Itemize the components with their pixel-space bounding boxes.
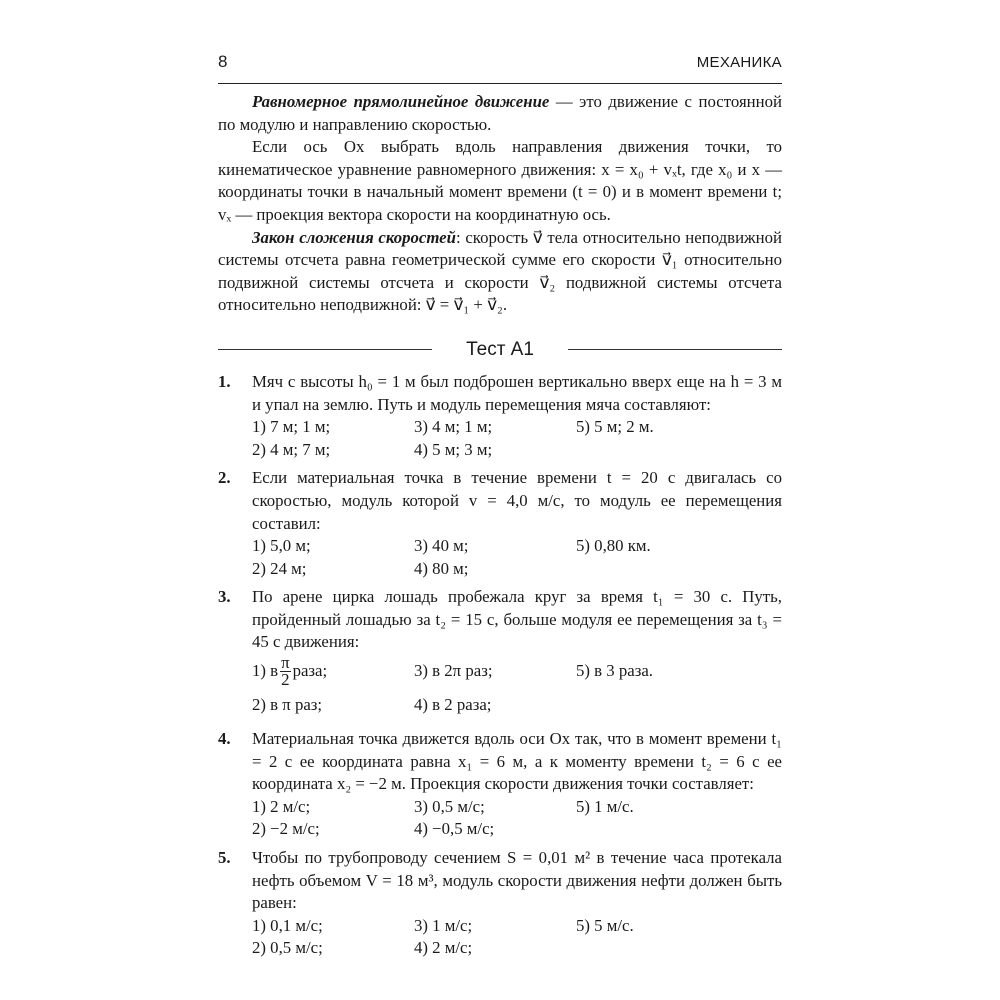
page-number: 8 bbox=[218, 52, 228, 71]
page-header bbox=[218, 52, 782, 84]
answer-option: 4) 5 м; 3 м; bbox=[414, 439, 493, 459]
answer-option bbox=[576, 688, 782, 722]
question-number: 2. bbox=[218, 468, 231, 488]
answer-option bbox=[576, 558, 782, 581]
heading-rule-right bbox=[568, 349, 782, 350]
question-text: Материальная точка движется вдоль оси Ox так, что в момент времени t₁ = 2 с ее координата равна x₁ = 6 м, а к моменту времени t₂ = 6 с ее координата x₂ = −2 м. Проекция скорости движения точки составляет: bbox=[252, 729, 782, 794]
question-number: 5. bbox=[218, 848, 231, 868]
answer-option: 3) 40 м; bbox=[414, 536, 469, 556]
answer-options bbox=[252, 535, 782, 580]
intro-text bbox=[218, 91, 782, 317]
answer-option: 1) 0,1 м/с; bbox=[252, 915, 323, 935]
answer-option: 4) в 2 раза; bbox=[414, 694, 492, 714]
question-4 bbox=[218, 728, 782, 841]
answer-option: 3) 1 м/с; bbox=[414, 915, 473, 935]
fraction-denominator: 2 bbox=[281, 669, 290, 689]
answer-option: 3) 0,5 м/с; bbox=[414, 796, 485, 816]
heading-rule-left bbox=[218, 349, 432, 350]
answer-option: 5) 5 м; 2 м. bbox=[576, 417, 654, 437]
question-number: 4. bbox=[218, 729, 231, 749]
answer-option: 2) 24 м; bbox=[252, 558, 307, 578]
answer-option: 4) −0,5 м/с; bbox=[414, 819, 495, 839]
paragraph-velocity-addition bbox=[218, 227, 782, 317]
question-number: 3. bbox=[218, 587, 231, 607]
paragraph-uniform-motion bbox=[218, 91, 782, 136]
fraction-pi-over-2 bbox=[280, 652, 290, 689]
question-1 bbox=[218, 371, 782, 461]
answer-option: 5) 1 м/с. bbox=[576, 796, 634, 816]
question-text: По арене цирка лошадь пробежала круг за время t₁ = 30 с. Путь, пройденный лошадью за t₂ = 15 с, больше модуля ее перемещения за t₃ = 45 с движения: bbox=[252, 587, 782, 652]
answer-options bbox=[252, 654, 782, 722]
question-3 bbox=[218, 586, 782, 722]
answer-option: 1) 5,0 м; bbox=[252, 536, 311, 556]
answer-option: 2) в π раз; bbox=[252, 694, 323, 714]
paragraph-kinematic-equation: Если ось Ox выбрать вдоль направления движения точки, то кинематическое уравнение равномерного движения: x = x₀ + vₓt, где x₀ и x — координаты точки в начальный момент времени (t = 0) и в момент времени t; vₓ — проекция вектора скорости на координатную ось. bbox=[218, 137, 782, 224]
answer-option bbox=[576, 439, 782, 462]
question-number: 1. bbox=[218, 371, 231, 391]
question-2 bbox=[218, 467, 782, 580]
answer-option: 2) 0,5 м/с; bbox=[252, 938, 323, 958]
question-text: Чтобы по трубопроводу сечением S = 0,01 м² в течение часа протекала нефть объемом V = 18 м³, модуль скорости движения нефти должен быть равен: bbox=[252, 848, 782, 913]
question-text: Если материальная точка в течение времени t = 20 с двигалась со скоростью, модуль которой v = 4,0 м/с, то модуль ее перемещения составил: bbox=[252, 468, 782, 533]
answer-option: 3) в 2π раз; bbox=[414, 660, 493, 680]
term-uniform-motion: Равномерное прямолинейное движение bbox=[252, 92, 550, 111]
answer-options bbox=[252, 796, 782, 841]
answer-option: 5) 0,80 км. bbox=[576, 536, 651, 556]
answer-option: 2) −2 м/с; bbox=[252, 819, 320, 839]
answer-option: 1) 7 м; 1 м; bbox=[252, 417, 331, 437]
answer-option: 4) 2 м/с; bbox=[414, 938, 473, 958]
fraction-numerator: π bbox=[281, 652, 290, 672]
test-heading bbox=[218, 339, 782, 361]
answer-option: 3) 4 м; 1 м; bbox=[414, 417, 493, 437]
answer-option: 5) 5 м/с. bbox=[576, 915, 634, 935]
term-velocity-addition: Закон сложения скоростей bbox=[252, 227, 456, 247]
book-page bbox=[218, 52, 782, 966]
answer-options bbox=[252, 416, 782, 461]
definition-uniform-motion: — это движение с постоянной по модулю и направлению скоростью. bbox=[218, 92, 782, 134]
section-title: МЕХАНИКА bbox=[696, 54, 782, 71]
test-title: Тест А1 bbox=[466, 338, 534, 360]
question-5 bbox=[218, 847, 782, 960]
question-text: Мяч с высоты h₀ = 1 м был подброшен вертикально вверх еще на h = 3 м и упал на землю. Путь и модуль перемещения мяча составляют: bbox=[252, 371, 782, 414]
answer-option bbox=[576, 937, 782, 960]
answer-prefix: 1) в bbox=[252, 660, 279, 680]
answer-option: 4) 80 м; bbox=[414, 558, 469, 578]
answer-options bbox=[252, 915, 782, 960]
answer-option: 5) в 3 раза. bbox=[576, 660, 653, 680]
answer-option bbox=[576, 818, 782, 841]
answer-option: 1) 2 м/с; bbox=[252, 796, 311, 816]
answer-suffix: раза; bbox=[292, 660, 328, 680]
definition-velocity-addition: : скорость v⃗ тела относительно неподвижной системы отсчета равна геометрической сумме его скорости v⃗₁ относительно подвижной системы отсчета и скорости v⃗₂ подвижной системы отсчета относительно неподвижной: v⃗ = v⃗₁ + v⃗₂. bbox=[218, 227, 782, 315]
answer-option bbox=[252, 654, 414, 688]
answer-option: 2) 4 м; 7 м; bbox=[252, 439, 331, 459]
